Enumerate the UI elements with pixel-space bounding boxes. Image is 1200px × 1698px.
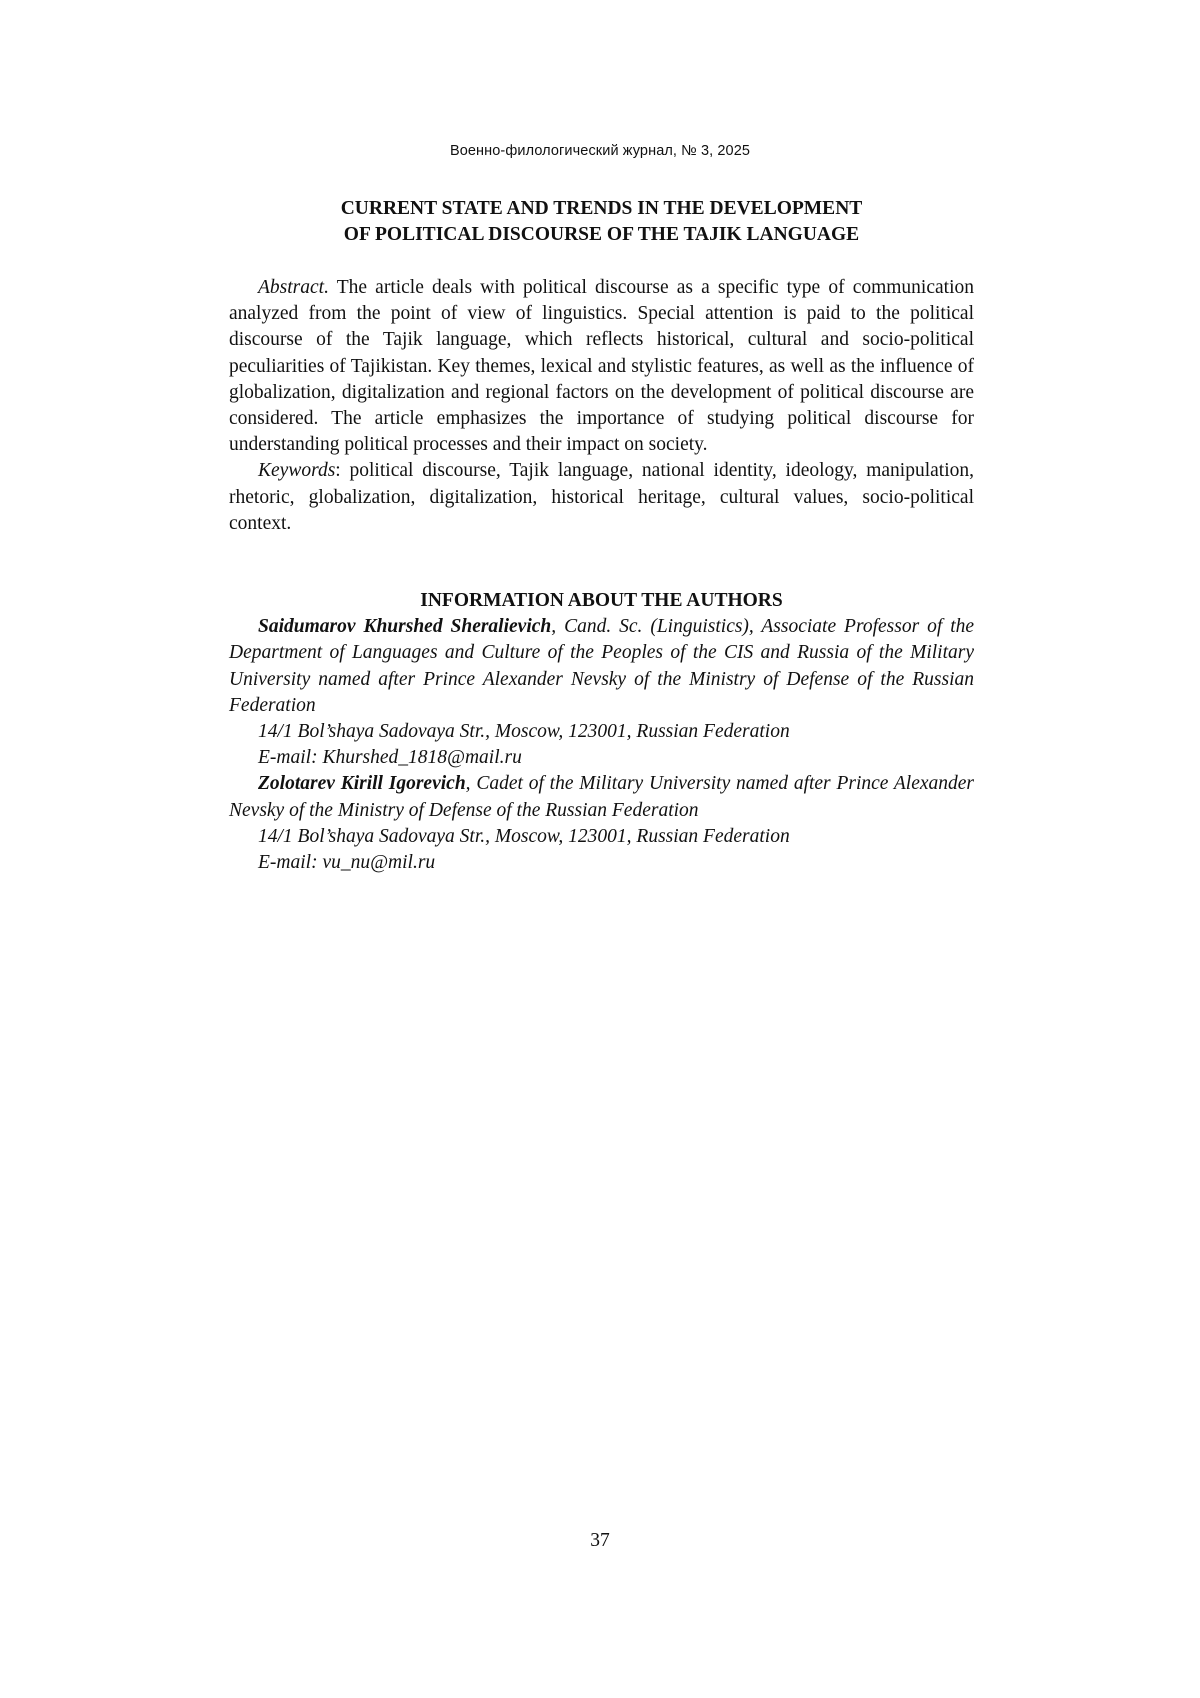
author-2-address: 14/1 Bol’shaya Sadovaya Str., Moscow, 123001, Russian Federation	[258, 825, 790, 847]
article-title	[229, 196, 974, 248]
author-1-email: E-mail: Khurshed_1818@mail.ru	[258, 747, 522, 769]
title-line-2: OF POLITICAL DISCOURSE OF THE TAJIK LANGUAGE	[343, 224, 860, 245]
author-1-address: 14/1 Bol’shaya Sadovaya Str., Moscow, 123001, Russian Federation	[258, 721, 790, 743]
abstract-text: The article deals with political discourse as a specific type of communication analyzed from the point of view of linguistics. Special attention is paid to the political discourse of the Tajik language, which reflects historical, cultural and socio-political peculiarities of Tajikistan. Key themes, lexical and stylistic features, as well as the influence of globalization, digitalization and regional factors on the development of political discourse are considered. The article emphasizes the importance of studying political discourse for understanding political processes and their impact on society.	[229, 277, 974, 456]
author-2-name: Zolotarev Kirill Igorevich	[258, 773, 466, 795]
author-2-info	[229, 771, 974, 823]
author-1-name: Saidumarov Khurshed Sheralievich	[258, 616, 552, 638]
title-line-1: CURRENT STATE AND TRENDS IN THE DEVELOPMENT	[340, 198, 863, 219]
abstract-paragraph	[229, 275, 974, 458]
author-2-description: , Cadet of the Military University named after Prince Alexander Nevsky of the Ministry of Defense of the Russian Federation	[229, 773, 974, 821]
keywords-paragraph	[229, 458, 974, 537]
authors-heading: INFORMATION ABOUT THE AUTHORS	[420, 590, 783, 611]
abstract-section	[229, 275, 974, 537]
abstract-label: Abstract.	[258, 277, 329, 298]
running-head: Военно-филологический журнал, № 3, 2025	[449, 143, 751, 159]
author-1-info	[229, 614, 974, 719]
author-1-description: , Cand. Sc. (Linguistics), Associate Professor of the Department of Languages and Culture of the Peoples of the CIS and Russia of the Military University named after Prince Alexander Nevsky of the Ministry of Defense of the Russian Federation	[229, 616, 975, 716]
page-number: 37	[590, 1530, 610, 1551]
authors-section	[229, 588, 974, 876]
keywords-label: Keywords	[258, 460, 336, 482]
keywords-text: : political discourse, Tajik language, national identity, ideology, manipulation, rhetoric, globalization, digitalization, historical heritage, cultural values, socio-political context.	[229, 460, 974, 534]
author-2-email: E-mail: vu_nu@mil.ru	[258, 852, 436, 874]
